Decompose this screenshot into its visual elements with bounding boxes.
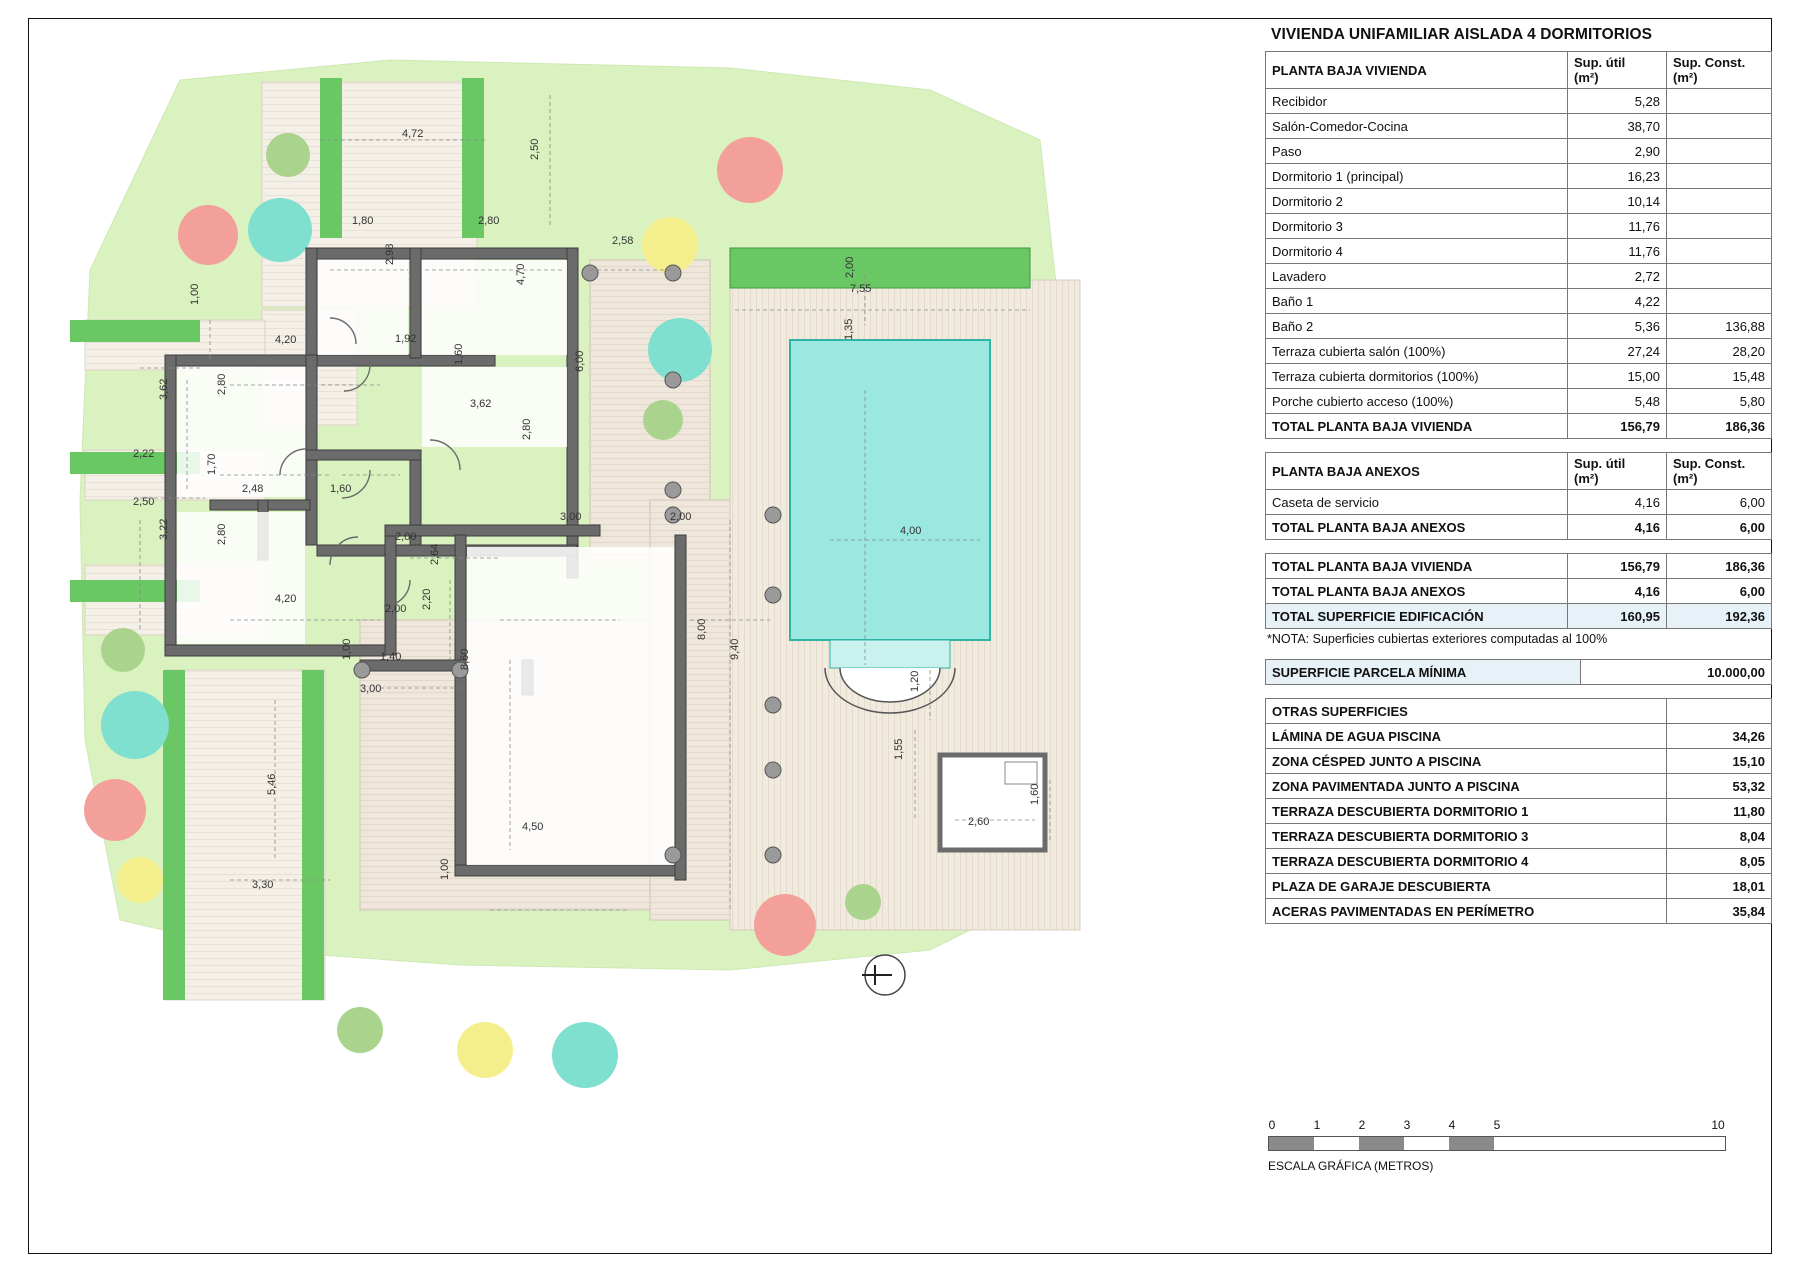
row-util: 5,36 <box>1568 314 1667 339</box>
svg-text:4,20: 4,20 <box>275 593 297 605</box>
svg-text:4,50: 4,50 <box>522 821 544 833</box>
table-parcela-minima <box>1265 659 1772 685</box>
table-total-row <box>1266 414 1772 439</box>
row-const: 6,00 <box>1667 490 1772 515</box>
scale-tick: 4 <box>1448 1118 1456 1132</box>
table-total-row <box>1266 604 1772 629</box>
row-label: ZONA PAVIMENTADA JUNTO A PISCINA <box>1266 774 1667 799</box>
svg-text:1,00: 1,00 <box>189 283 201 305</box>
row-const <box>1667 289 1772 314</box>
scale-bar <box>1268 1136 1726 1151</box>
total-label: TOTAL SUPERFICIE EDIFICACIÓN <box>1266 604 1568 629</box>
table-otras-superficies <box>1265 698 1772 924</box>
svg-text:6,00: 6,00 <box>574 350 586 372</box>
table-row <box>1266 554 1772 579</box>
col-header-util: Sup. útil (m²) <box>1568 52 1667 89</box>
col-header-const: Sup. Const. (m²) <box>1667 52 1772 89</box>
total-util: 160,95 <box>1568 604 1667 629</box>
row-util: 10,14 <box>1568 189 1667 214</box>
table-row <box>1266 239 1772 264</box>
svg-text:2,98: 2,98 <box>384 243 396 265</box>
table-row <box>1266 189 1772 214</box>
svg-text:8,00: 8,00 <box>696 618 708 640</box>
svg-text:1,60: 1,60 <box>1029 783 1041 805</box>
table-row <box>1266 799 1772 824</box>
row-label: Terraza cubierta dormitorios (100%) <box>1266 364 1568 389</box>
col-header-anexos: PLANTA BAJA ANEXOS <box>1266 453 1568 490</box>
row-label: Lavadero <box>1266 264 1568 289</box>
total-util: 4,16 <box>1568 515 1667 540</box>
graphic-scale <box>1268 1118 1768 1173</box>
row-label: LÁMINA DE AGUA PISCINA <box>1266 724 1667 749</box>
svg-text:2,48: 2,48 <box>242 483 264 495</box>
table-row <box>1266 89 1772 114</box>
total-const: 186,36 <box>1667 414 1772 439</box>
row-const <box>1667 239 1772 264</box>
otras-header-blank <box>1667 699 1772 724</box>
svg-text:3,22: 3,22 <box>158 518 170 540</box>
row-util: 5,48 <box>1568 389 1667 414</box>
col-header-room: PLANTA BAJA VIVIENDA <box>1266 52 1568 89</box>
row-util: 11,76 <box>1568 239 1667 264</box>
svg-text:2,58: 2,58 <box>612 235 634 247</box>
svg-text:2,64: 2,64 <box>429 543 441 565</box>
row-const: 28,20 <box>1667 339 1772 364</box>
table-totales <box>1265 553 1772 629</box>
row-label: TERRAZA DESCUBIERTA DORMITORIO 1 <box>1266 799 1667 824</box>
svg-text:1,70: 1,70 <box>206 453 218 475</box>
table-total-row <box>1266 515 1772 540</box>
row-label: TERRAZA DESCUBIERTA DORMITORIO 3 <box>1266 824 1667 849</box>
row-util: 2,72 <box>1568 264 1667 289</box>
table-row <box>1266 579 1772 604</box>
table-row <box>1266 774 1772 799</box>
scale-tick-labels <box>1268 1118 1768 1136</box>
table-header-row <box>1266 453 1772 490</box>
row-label: TOTAL PLANTA BAJA VIVIENDA <box>1266 554 1568 579</box>
svg-text:4,00: 4,00 <box>900 525 922 537</box>
scale-tick: 2 <box>1358 1118 1366 1132</box>
floor-plan-drawing <box>30 20 1260 1252</box>
svg-text:2,00: 2,00 <box>670 511 692 523</box>
scale-tick: 3 <box>1403 1118 1411 1132</box>
total-const: 6,00 <box>1667 515 1772 540</box>
scale-tick: 10 <box>1711 1118 1725 1132</box>
svg-text:1,80: 1,80 <box>352 215 374 227</box>
col-header-util: Sup. útil (m²) <box>1568 453 1667 490</box>
row-label: Paso <box>1266 139 1568 164</box>
svg-text:2,00: 2,00 <box>395 531 417 543</box>
row-value: 18,01 <box>1667 874 1772 899</box>
table-row <box>1266 824 1772 849</box>
row-value: 8,04 <box>1667 824 1772 849</box>
row-label: Dormitorio 1 (principal) <box>1266 164 1568 189</box>
row-label: Baño 2 <box>1266 314 1568 339</box>
table-row <box>1266 214 1772 239</box>
table-gap <box>1265 540 1775 553</box>
page-title: VIVIENDA UNIFAMILIAR AISLADA 4 DORMITORIOS <box>1271 26 1653 43</box>
svg-text:2,80: 2,80 <box>216 523 228 545</box>
svg-text:2,00: 2,00 <box>844 256 856 278</box>
svg-text:3,00: 3,00 <box>360 683 382 695</box>
svg-text:2,60: 2,60 <box>968 816 990 828</box>
parcela-label: SUPERFICIE PARCELA MÍNIMA <box>1266 660 1581 685</box>
table-row <box>1266 899 1772 924</box>
row-const: 186,36 <box>1667 554 1772 579</box>
total-util: 156,79 <box>1568 414 1667 439</box>
row-label: Baño 1 <box>1266 289 1568 314</box>
table-row <box>1266 364 1772 389</box>
row-util: 156,79 <box>1568 554 1667 579</box>
scale-tick: 5 <box>1493 1118 1501 1132</box>
row-util: 4,16 <box>1568 490 1667 515</box>
table-gap <box>1265 685 1775 698</box>
row-util: 2,90 <box>1568 139 1667 164</box>
parcela-value: 10.000,00 <box>1581 660 1772 685</box>
table-row <box>1266 139 1772 164</box>
total-label: TOTAL PLANTA BAJA VIVIENDA <box>1266 414 1568 439</box>
svg-text:2,00: 2,00 <box>385 603 407 615</box>
row-label: Dormitorio 3 <box>1266 214 1568 239</box>
row-label: Porche cubierto acceso (100%) <box>1266 389 1568 414</box>
svg-text:2,22: 2,22 <box>133 448 155 460</box>
scale-tick: 0 <box>1268 1118 1276 1132</box>
table-row <box>1266 289 1772 314</box>
total-const: 192,36 <box>1667 604 1772 629</box>
row-label: PLAZA DE GARAJE DESCUBIERTA <box>1266 874 1667 899</box>
row-label: Caseta de servicio <box>1266 490 1568 515</box>
svg-text:1,00: 1,00 <box>341 638 353 660</box>
row-value: 53,32 <box>1667 774 1772 799</box>
svg-text:1,00: 1,00 <box>439 858 451 880</box>
row-const: 5,80 <box>1667 389 1772 414</box>
svg-text:1,55: 1,55 <box>893 738 905 760</box>
svg-text:1,60: 1,60 <box>330 483 352 495</box>
row-util: 4,22 <box>1568 289 1667 314</box>
table-planta-baja-vivienda <box>1265 51 1772 439</box>
table-row <box>1266 114 1772 139</box>
row-label: Terraza cubierta salón (100%) <box>1266 339 1568 364</box>
row-util: 5,28 <box>1568 89 1667 114</box>
svg-text:1,60: 1,60 <box>453 343 465 365</box>
row-label: ACERAS PAVIMENTADAS EN PERÍMETRO <box>1266 899 1667 924</box>
row-label: Dormitorio 4 <box>1266 239 1568 264</box>
svg-text:3,00: 3,00 <box>560 511 582 523</box>
col-header-const: Sup. Const. (m²) <box>1667 453 1772 490</box>
row-const <box>1667 214 1772 239</box>
svg-text:4,72: 4,72 <box>402 128 424 140</box>
scale-tick: 1 <box>1313 1118 1321 1132</box>
total-label: TOTAL PLANTA BAJA ANEXOS <box>1266 515 1568 540</box>
row-value: 8,05 <box>1667 849 1772 874</box>
table-row <box>1266 339 1772 364</box>
row-const: 15,48 <box>1667 364 1772 389</box>
table-header-row <box>1266 52 1772 89</box>
svg-text:2,50: 2,50 <box>529 138 541 160</box>
row-util: 16,23 <box>1568 164 1667 189</box>
row-const <box>1667 189 1772 214</box>
row-label: Recibidor <box>1266 89 1568 114</box>
svg-text:2,80: 2,80 <box>216 373 228 395</box>
row-label: ZONA CÉSPED JUNTO A PISCINA <box>1266 749 1667 774</box>
table-header-row <box>1266 699 1772 724</box>
row-util: 15,00 <box>1568 364 1667 389</box>
svg-text:4,20: 4,20 <box>275 334 297 346</box>
row-const <box>1667 89 1772 114</box>
svg-text:1,35: 1,35 <box>843 318 855 340</box>
svg-text:2,80: 2,80 <box>521 418 533 440</box>
table-row <box>1266 724 1772 749</box>
floor-plan-svg <box>30 20 1260 1252</box>
svg-text:1,92: 1,92 <box>395 333 417 345</box>
row-util: 4,16 <box>1568 579 1667 604</box>
svg-text:2,80: 2,80 <box>478 215 500 227</box>
row-util: 38,70 <box>1568 114 1667 139</box>
svg-text:4,70: 4,70 <box>515 263 527 285</box>
row-label: TOTAL PLANTA BAJA ANEXOS <box>1266 579 1568 604</box>
row-const: 136,88 <box>1667 314 1772 339</box>
svg-text:3,30: 3,30 <box>252 879 274 891</box>
table-row <box>1266 264 1772 289</box>
svg-text:7,55: 7,55 <box>850 283 872 295</box>
row-util: 27,24 <box>1568 339 1667 364</box>
svg-text:9,40: 9,40 <box>729 638 741 660</box>
north-symbol <box>862 955 905 995</box>
row-const <box>1667 164 1772 189</box>
row-const <box>1667 139 1772 164</box>
table-row <box>1266 314 1772 339</box>
row-const <box>1667 114 1772 139</box>
row-label: Salón-Comedor-Cocina <box>1266 114 1568 139</box>
table-row <box>1266 490 1772 515</box>
surface-note: *NOTA: Superficies cubiertas exteriores computadas al 100% <box>1267 632 1608 646</box>
row-label: TERRAZA DESCUBIERTA DORMITORIO 4 <box>1266 849 1667 874</box>
row-const: 6,00 <box>1667 579 1772 604</box>
row-label: Dormitorio 2 <box>1266 189 1568 214</box>
svg-text:1,40: 1,40 <box>380 651 402 663</box>
table-row <box>1266 660 1772 685</box>
table-row <box>1266 849 1772 874</box>
row-util: 11,76 <box>1568 214 1667 239</box>
table-row <box>1266 749 1772 774</box>
svg-text:3,62: 3,62 <box>158 378 170 400</box>
table-gap <box>1265 439 1775 452</box>
row-value: 15,10 <box>1667 749 1772 774</box>
svg-text:8,60: 8,60 <box>459 648 471 670</box>
surface-schedule-panel <box>1265 22 1775 924</box>
table-row <box>1266 874 1772 899</box>
table-row <box>1266 389 1772 414</box>
table-gap <box>1265 646 1775 659</box>
svg-text:2,20: 2,20 <box>421 588 433 610</box>
otras-header: OTRAS SUPERFICIES <box>1266 699 1667 724</box>
row-value: 11,80 <box>1667 799 1772 824</box>
scale-caption: ESCALA GRÁFICA (METROS) <box>1268 1159 1434 1173</box>
svg-text:3,62: 3,62 <box>470 398 492 410</box>
row-value: 34,26 <box>1667 724 1772 749</box>
table-row <box>1266 164 1772 189</box>
svg-text:2,50: 2,50 <box>133 496 155 508</box>
svg-text:5,46: 5,46 <box>266 773 278 795</box>
row-value: 35,84 <box>1667 899 1772 924</box>
row-const <box>1667 264 1772 289</box>
table-planta-baja-anexos <box>1265 452 1772 540</box>
svg-text:1,20: 1,20 <box>909 670 921 692</box>
